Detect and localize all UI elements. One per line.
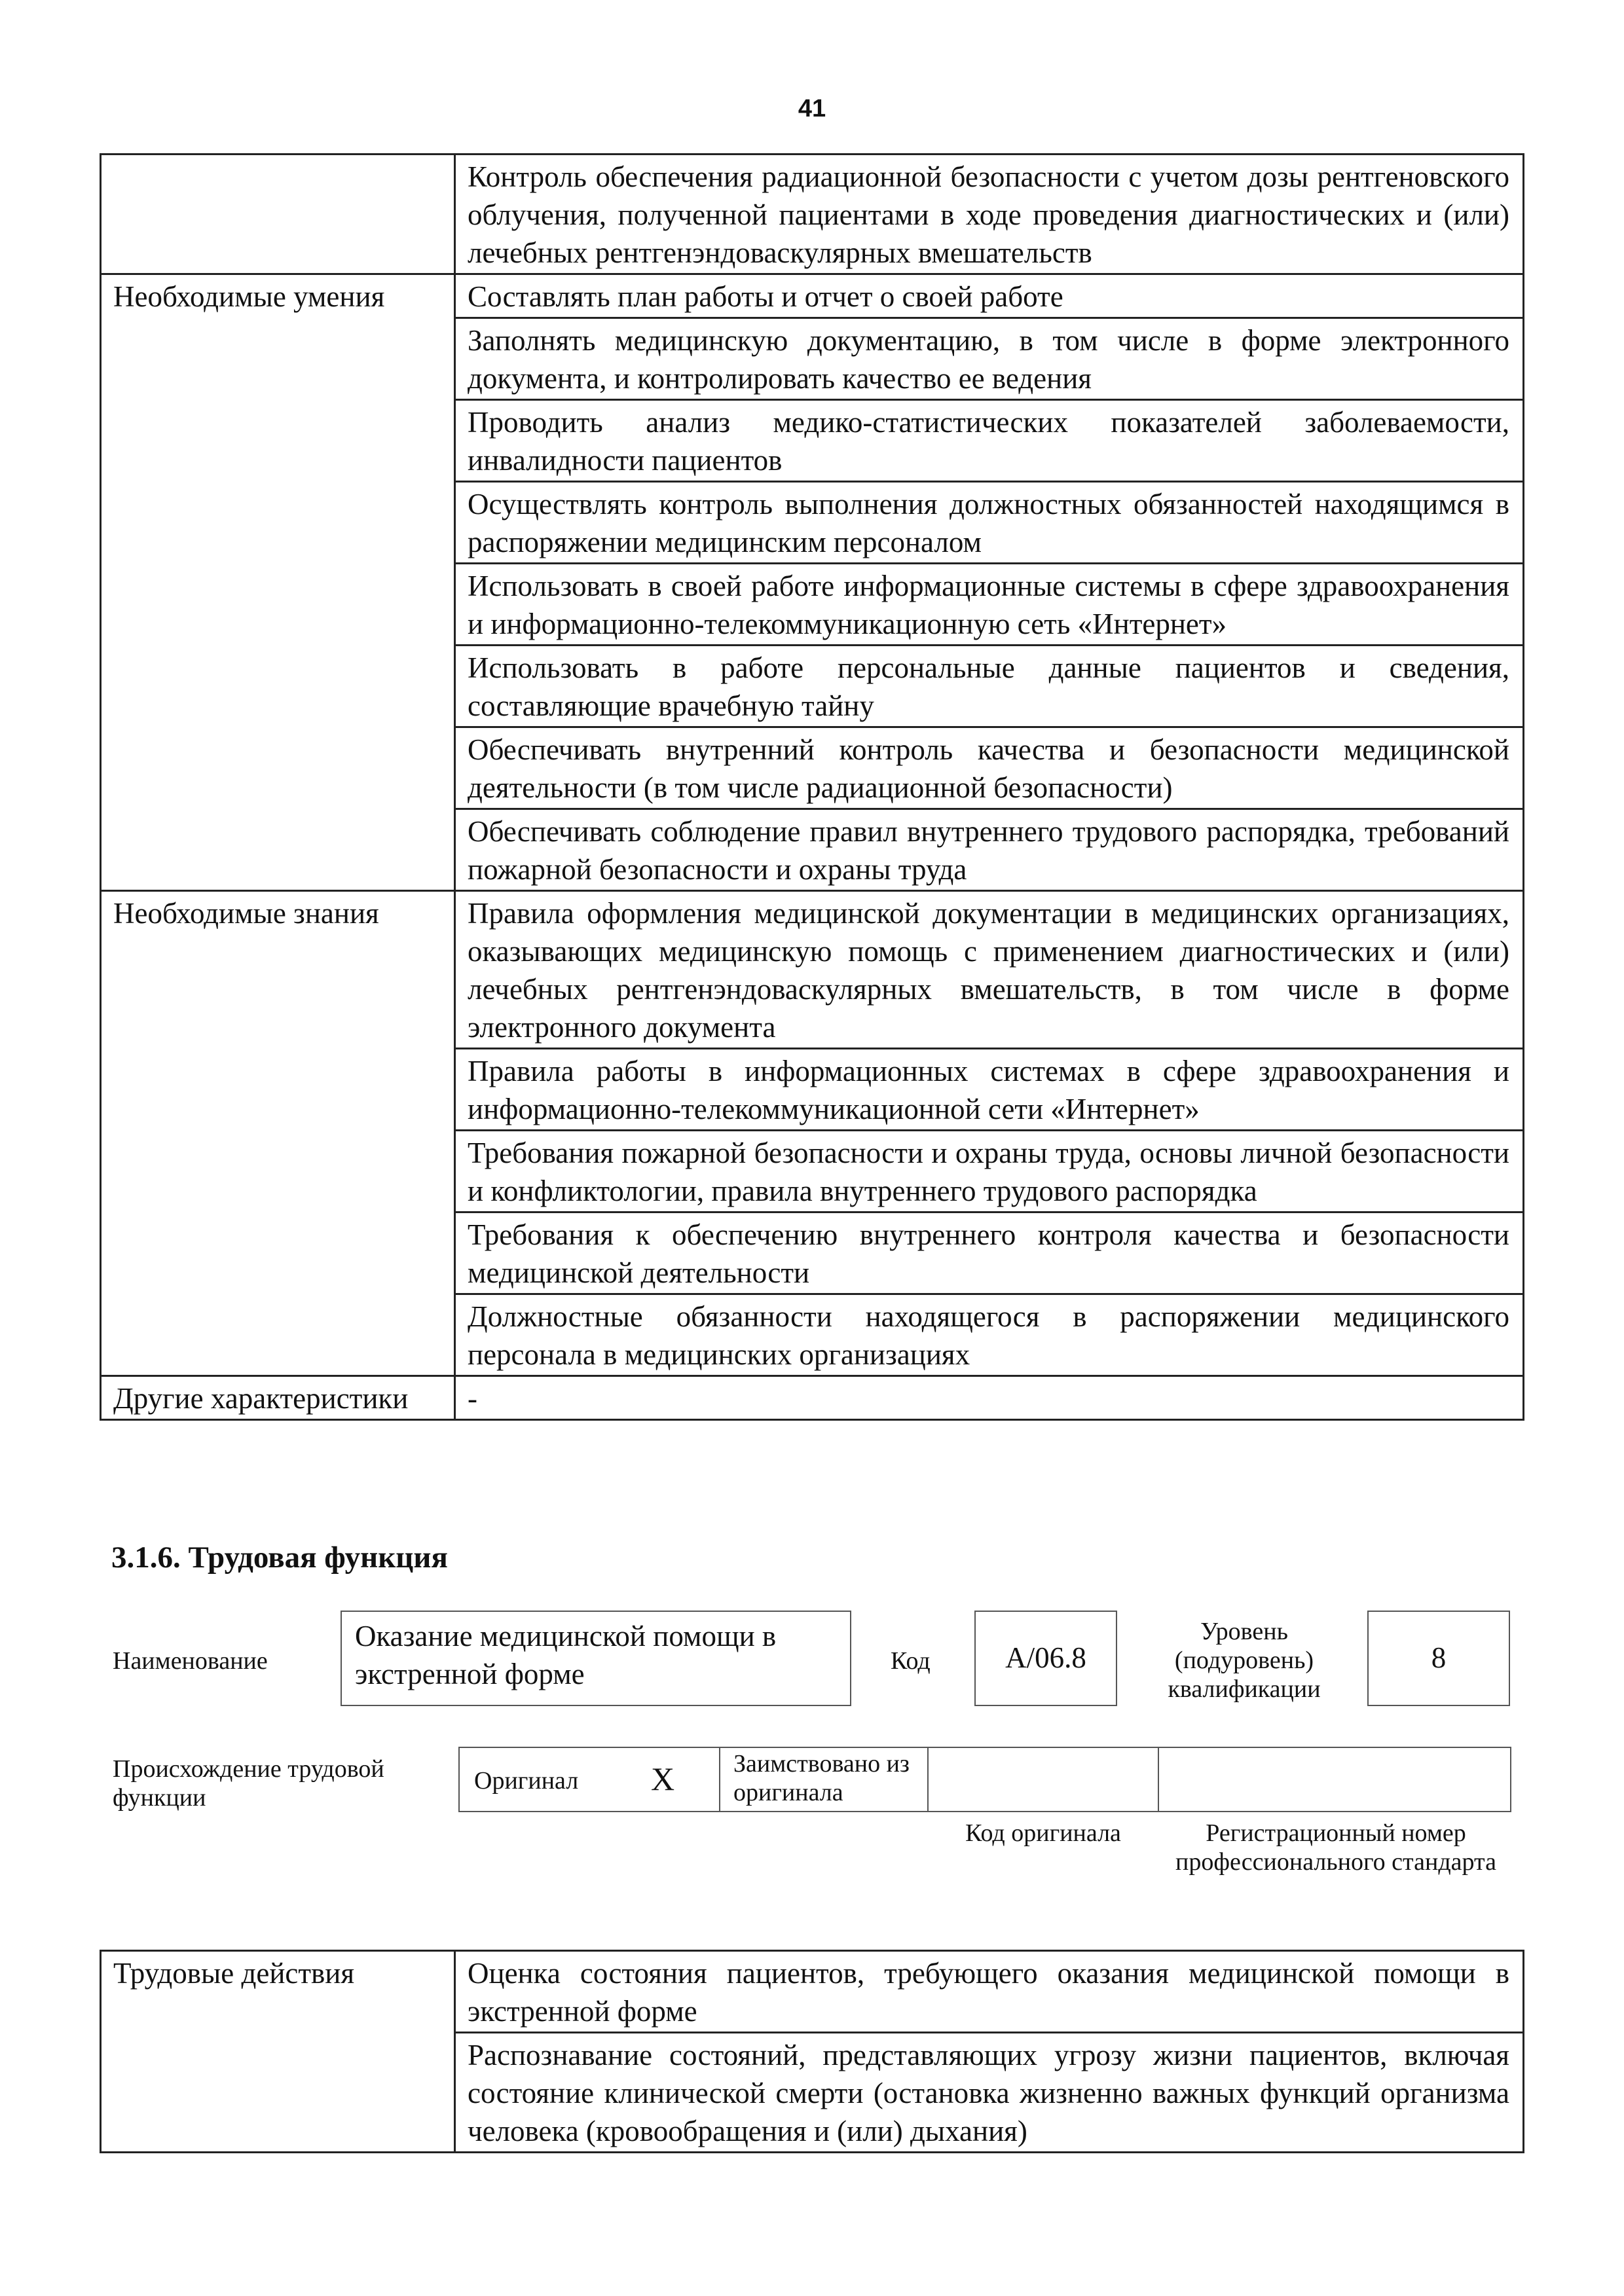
table-cell: Составлять план работы и отчет о своей работе — [455, 274, 1524, 318]
table-cell: Требования к обеспечению внутреннего контроля качества и безопасности медицинской деятельности — [455, 1212, 1524, 1294]
code-caption: Код оригинала — [965, 1819, 1121, 1847]
original-mark: X — [651, 1760, 675, 1797]
table-cell: Правила работы в информационных системах в сфере здравоохранения и информационно-телекоммуникационной сети «Интернет» — [455, 1049, 1524, 1131]
competency-table — [100, 153, 1524, 1421]
row-label-skills: Необходимые умения — [101, 274, 455, 891]
table-cell: Использовать в работе персональные данные пациентов и сведения, составляющие врачебную тайну — [455, 646, 1524, 727]
table-row — [101, 1951, 1524, 2033]
table-cell: - — [455, 1376, 1524, 1420]
function-name-box: Оказание медицинской помощи в экстренной форме — [341, 1611, 851, 1706]
section-heading: 3.1.6. Трудовая функция — [111, 1540, 448, 1575]
table-cell: Требования пожарной безопасности и охраны труда, основы личной безопасности и конфликтологии, правила внутреннего трудового распорядка — [455, 1131, 1524, 1212]
name-label: Наименование — [113, 1647, 268, 1675]
registration-caption: Регистрационный номер профессионального стандарта — [1175, 1819, 1496, 1876]
origin-label: Происхождение трудовой функции — [113, 1755, 384, 1812]
table-row — [101, 155, 1524, 274]
table-cell: Обеспечивать внутренний контроль качества и безопасности медицинской деятельности (в том числе радиационной безопасности) — [455, 727, 1524, 809]
table-row — [101, 891, 1524, 1049]
table-cell: Должностные обязанности находящегося в распоряжении медицинского персонала в медицинских организациях — [455, 1294, 1524, 1376]
table-cell: Правила оформления медицинской документации в медицинских организациях, оказывающих медицинскую помощь с применением диагностических и (или) лечебных рентгенэндоваскулярных вмешательств, в том числе в форме электронного документа — [455, 891, 1524, 1049]
row-label-other: Другие характеристики — [101, 1376, 455, 1420]
table-cell: Оценка состояния пациентов, требующего оказания медицинской помощи в экстренной форме — [455, 1951, 1524, 2033]
labor-actions-table — [100, 1950, 1524, 2153]
level-box: 8 — [1367, 1611, 1510, 1706]
borrowed-label: Заимствовано из оригинала — [733, 1750, 910, 1806]
table-cell: Заполнять медицинскую документацию, в том числе в форме электронного документа, и контролировать качество ее ведения — [455, 318, 1524, 400]
table-cell: Использовать в своей работе информационные системы в сфере здравоохранения и информационно-телекоммуникационную сеть «Интернет» — [455, 564, 1524, 646]
table-row — [101, 1376, 1524, 1420]
code-box: А/06.8 — [974, 1611, 1117, 1706]
original-label: Оригинал — [474, 1767, 579, 1795]
row-label-knowledge: Необходимые знания — [101, 891, 455, 1376]
row-label — [101, 155, 455, 274]
registration-number-box — [1158, 1747, 1511, 1812]
table-row — [101, 274, 1524, 318]
table-cell: Распознавание состояний, представляющих угрозу жизни пациентов, включая состояние клинической смерти (остановка жизненно важных функций организма человека (кровообращения и (или) дыхания) — [455, 2033, 1524, 2153]
table-cell: Обеспечивать соблюдение правил внутреннего трудового распорядка, требований пожарной безопасности и охраны труда — [455, 809, 1524, 891]
origin-original-box — [458, 1747, 720, 1812]
level-label: Уровень (подуровень) квалификации — [1168, 1618, 1321, 1703]
code-label: Код — [891, 1647, 931, 1675]
table-cell: Контроль обеспечения радиационной безопасности с учетом дозы рентгеновского облучения, полученной пациентами в ходе проведения диагностических и (или) лечебных рентгенэндоваскулярных вмешательств — [455, 155, 1524, 274]
original-code-box — [927, 1747, 1159, 1812]
row-label-actions: Трудовые действия — [101, 1951, 455, 2153]
table-cell: Проводить анализ медико-статистических показателей заболеваемости, инвалидности пациентов — [455, 400, 1524, 482]
origin-borrowed-box — [719, 1747, 929, 1812]
table-cell: Осуществлять контроль выполнения должностных обязанностей находящимся в распоряжении медицинским персоналом — [455, 482, 1524, 564]
page-number: 41 — [798, 95, 826, 122]
